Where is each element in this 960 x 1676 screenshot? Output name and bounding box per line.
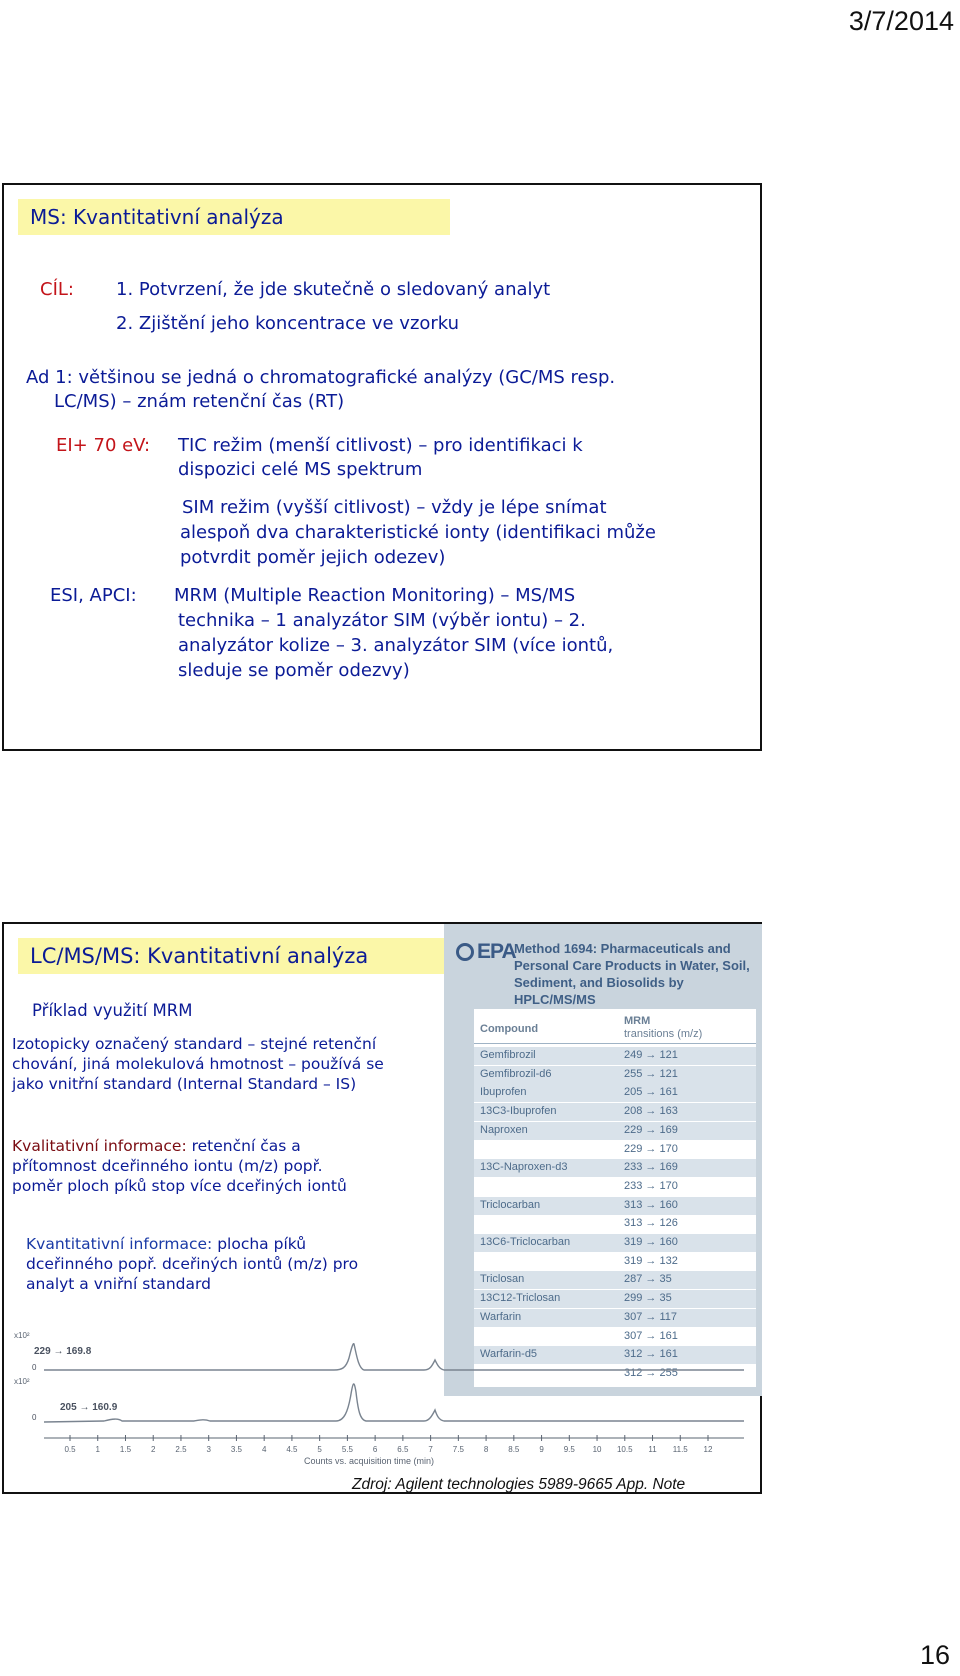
compound-cell: Triclocarban: [480, 1198, 541, 1211]
x-tick-label: 12: [703, 1445, 713, 1454]
goal-label: CÍL:: [40, 279, 74, 300]
x-tick-label: 10.5: [616, 1445, 633, 1454]
compound-cell: Warfarin-d5: [480, 1348, 538, 1361]
quant-label: Kvantitativní informace:: [26, 1235, 213, 1253]
ei-line-2: dispozici celé MS spektrum: [178, 459, 423, 480]
qual-line-3: poměr ploch píků stop více dceřiných iontů: [12, 1177, 347, 1195]
epa-header: [444, 932, 762, 1007]
col-mrm: MRM: [624, 1015, 651, 1027]
compound-cell: Gemfibrozil-d6: [480, 1067, 552, 1080]
mrm-transition-cell: 312 → 161: [624, 1348, 678, 1361]
esi-line-1: MRM (Multiple Reaction Monitoring) – MS/MS: [174, 585, 576, 606]
x-tick-label: 5: [317, 1445, 322, 1454]
mrm-transition-cell: 205 → 161: [624, 1086, 678, 1099]
x-tick-label: 2: [150, 1445, 156, 1454]
epa-method-title: Method 1694: Pharmaceuticals and Personal Care Products in Water, Soil, Sediment, and Biosolids by HPLC/MS/MS: [514, 941, 750, 1007]
x-tick-label: 0.5: [64, 1445, 76, 1454]
compound-cell: Gemfibrozil: [480, 1049, 536, 1061]
x-tick-label: 7.5: [452, 1445, 464, 1454]
x-axis-label: Counts vs. acquisition time (min): [304, 1456, 435, 1466]
isotope-line-3: jako vnitřní standard (Internal Standard – IS): [12, 1075, 357, 1093]
trace-1: [44, 1344, 744, 1370]
compound-cell: 13C3-Ibuprofen: [480, 1105, 557, 1118]
x-tick-label: 7: [428, 1445, 433, 1454]
mrm-table-row: [474, 1253, 756, 1271]
mrm-transition-cell: 307 → 161: [624, 1329, 678, 1342]
goal-item-1: 1. Potvrzení, že jde skutečně o sledovaný analyt: [116, 279, 551, 300]
quant-line-3: analyt a vniřní standard: [26, 1275, 211, 1293]
chromatogram: [4, 1322, 760, 1472]
esi-label: ESI, APCI:: [50, 585, 137, 606]
mrm-table-row: [474, 1290, 756, 1308]
mrm-table-row: [474, 1159, 756, 1177]
compound-cell: Naproxen: [480, 1123, 528, 1136]
mrm-table-row: [474, 1215, 756, 1233]
goal-item-2: 2. Zjištění jeho koncentrace ve vzorku: [116, 313, 460, 334]
source-citation: Zdroj: Agilent technologies 5989-9665 App. Note: [352, 1476, 686, 1493]
mrm-table-row: [474, 1234, 756, 1252]
date-header: 3/7/2014: [848, 6, 954, 36]
esi-line-2: technika – 1 analyzátor SIM (výběr iontu) – 2.: [178, 610, 586, 631]
mrm-table-row: [474, 1047, 756, 1065]
mrm-transition-cell: 287 → 35: [624, 1273, 672, 1286]
trace-2: [44, 1384, 744, 1422]
x-tick-label: 6: [372, 1445, 378, 1454]
compound-cell: Triclosan: [480, 1273, 525, 1286]
x-tick-label: 9: [539, 1445, 544, 1454]
page-number: 16: [919, 1640, 950, 1670]
quant-text: plocha píků: [212, 1235, 307, 1253]
ad1-line-1: Ad 1: většinou se jedná o chromatografické analýzy (GC/MS resp.: [26, 367, 616, 388]
x-tick-label: 2.5: [175, 1445, 187, 1454]
ei-label: EI+ 70 eV:: [56, 435, 151, 456]
mrm-transition-cell: 319 → 160: [624, 1236, 678, 1248]
mrm-transition-cell: 312 → 255: [624, 1366, 678, 1379]
mrm-table-row: [474, 1197, 756, 1215]
isotope-line-2: chování, jiná molekulová hmotnost – používá se: [12, 1055, 384, 1073]
mrm-transition-cell: 229 → 170: [624, 1142, 678, 1155]
mrm-table-row: [474, 1271, 756, 1289]
mrm-transition-cell: 208 → 163: [624, 1105, 678, 1118]
x-tick-label: 5.5: [341, 1445, 353, 1454]
slide-2: [2, 922, 762, 1494]
mrm-table-row: [474, 1084, 756, 1102]
esi-line-3: analyzátor kolize – 3. analyzátor SIM (více iontů,: [178, 635, 614, 656]
ad1-line-2: LC/MS) – znám retenční čas (RT): [54, 391, 345, 412]
mrm-transition-cell: 249 → 121: [624, 1049, 678, 1061]
x-tick-label: 3: [206, 1445, 211, 1454]
x-tick-label: 3.5: [230, 1445, 242, 1454]
slide-2-title: LC/MS/MS: Kvantitativní analýza: [18, 938, 452, 974]
sim-line-3: potvrdit poměr jejich odezev): [180, 547, 446, 568]
esi-line-4: sleduje se poměr odezvy): [178, 660, 410, 681]
mrm-table-row: [474, 1066, 756, 1084]
x-tick-label: 8: [483, 1445, 489, 1454]
x-tick-label: 10: [592, 1445, 602, 1454]
ei-line-1: TIC režim (menší citlivost) – pro identifikaci k: [178, 435, 583, 456]
sim-line-1: SIM režim (vyšší citlivost) – vždy je lépe snímat: [182, 497, 607, 518]
qual-text: retenční čas a: [186, 1137, 301, 1155]
x-tick-label: 9.5: [563, 1445, 575, 1454]
mrm-transition-cell: 313 → 126: [624, 1217, 678, 1230]
example-label: Příklad využití MRM: [32, 1001, 193, 1020]
x-tick-label: 8.5: [508, 1445, 520, 1454]
mrm-transition-cell: 229 → 169: [624, 1123, 678, 1136]
y-zero-1: 0: [32, 1363, 37, 1372]
x-tick-label: 4.5: [286, 1445, 298, 1454]
compound-cell: Warfarin: [480, 1310, 522, 1323]
mrm-table-row: [474, 1141, 756, 1159]
qual-label: Kvalitativní informace:: [12, 1137, 187, 1155]
compound-cell: Ibuprofen: [480, 1086, 527, 1099]
table-header-separator: [474, 1043, 756, 1044]
mrm-table-row: [474, 1122, 756, 1140]
mrm-table-row: [474, 1103, 756, 1121]
y-zero-2: 0: [32, 1413, 37, 1422]
isotope-line-1: Izotopicky označený standard – stejné retenční: [12, 1035, 377, 1053]
mrm-transition-cell: 233 → 170: [624, 1179, 678, 1192]
trace-2-label: 205 → 160.9: [60, 1402, 118, 1413]
quant-line-1: [26, 1234, 306, 1254]
x-tick-label: 1: [95, 1445, 100, 1454]
slide-1: [2, 183, 762, 751]
x-tick-label: 6.5: [397, 1445, 409, 1454]
mrm-transition-cell: 319 → 132: [624, 1254, 678, 1267]
x-tick-label: 11.5: [672, 1445, 688, 1454]
mrm-transition-cell: 313 → 160: [624, 1198, 678, 1211]
x-tick-label: 11: [648, 1445, 657, 1454]
x-tick-label: 4: [261, 1445, 267, 1454]
mrm-transition-cell: 255 → 121: [624, 1067, 678, 1080]
sim-line-2: alespoň dva charakteristické ionty (identifikaci může: [180, 522, 656, 543]
mrm-table-row: [474, 1178, 756, 1196]
quant-line-2: dceřinného popř. dceřiných iontů (m/z) pro: [26, 1255, 359, 1273]
qual-line-2: přítomnost dceřinného iontu (m/z) popř.: [12, 1157, 323, 1175]
compound-cell: 13C12-Triclosan: [480, 1292, 561, 1305]
x-tick-label: 1.5: [119, 1445, 132, 1454]
y-scale-1: x10²: [14, 1331, 30, 1340]
qual-line-1: [12, 1136, 301, 1156]
col-compound: Compound: [480, 1023, 539, 1035]
epa-logo: EPA: [456, 940, 516, 964]
epa-logo-icon: [456, 943, 474, 961]
slide-1-title: MS: Kvantitativní analýza: [18, 199, 450, 235]
compound-cell: 13C-Naproxen-d3: [480, 1161, 568, 1174]
mrm-transition-cell: 233 → 169: [624, 1161, 678, 1174]
mrm-transition-cell: 299 → 35: [624, 1292, 672, 1305]
trace-1-label: 229 → 169.8: [34, 1346, 92, 1357]
y-scale-2: x10²: [14, 1377, 30, 1386]
mrm-transition-cell: 307 → 117: [624, 1310, 678, 1323]
col-mrm-sub: transitions (m/z): [624, 1028, 703, 1040]
compound-cell: 13C6-Triclocarban: [480, 1236, 571, 1248]
